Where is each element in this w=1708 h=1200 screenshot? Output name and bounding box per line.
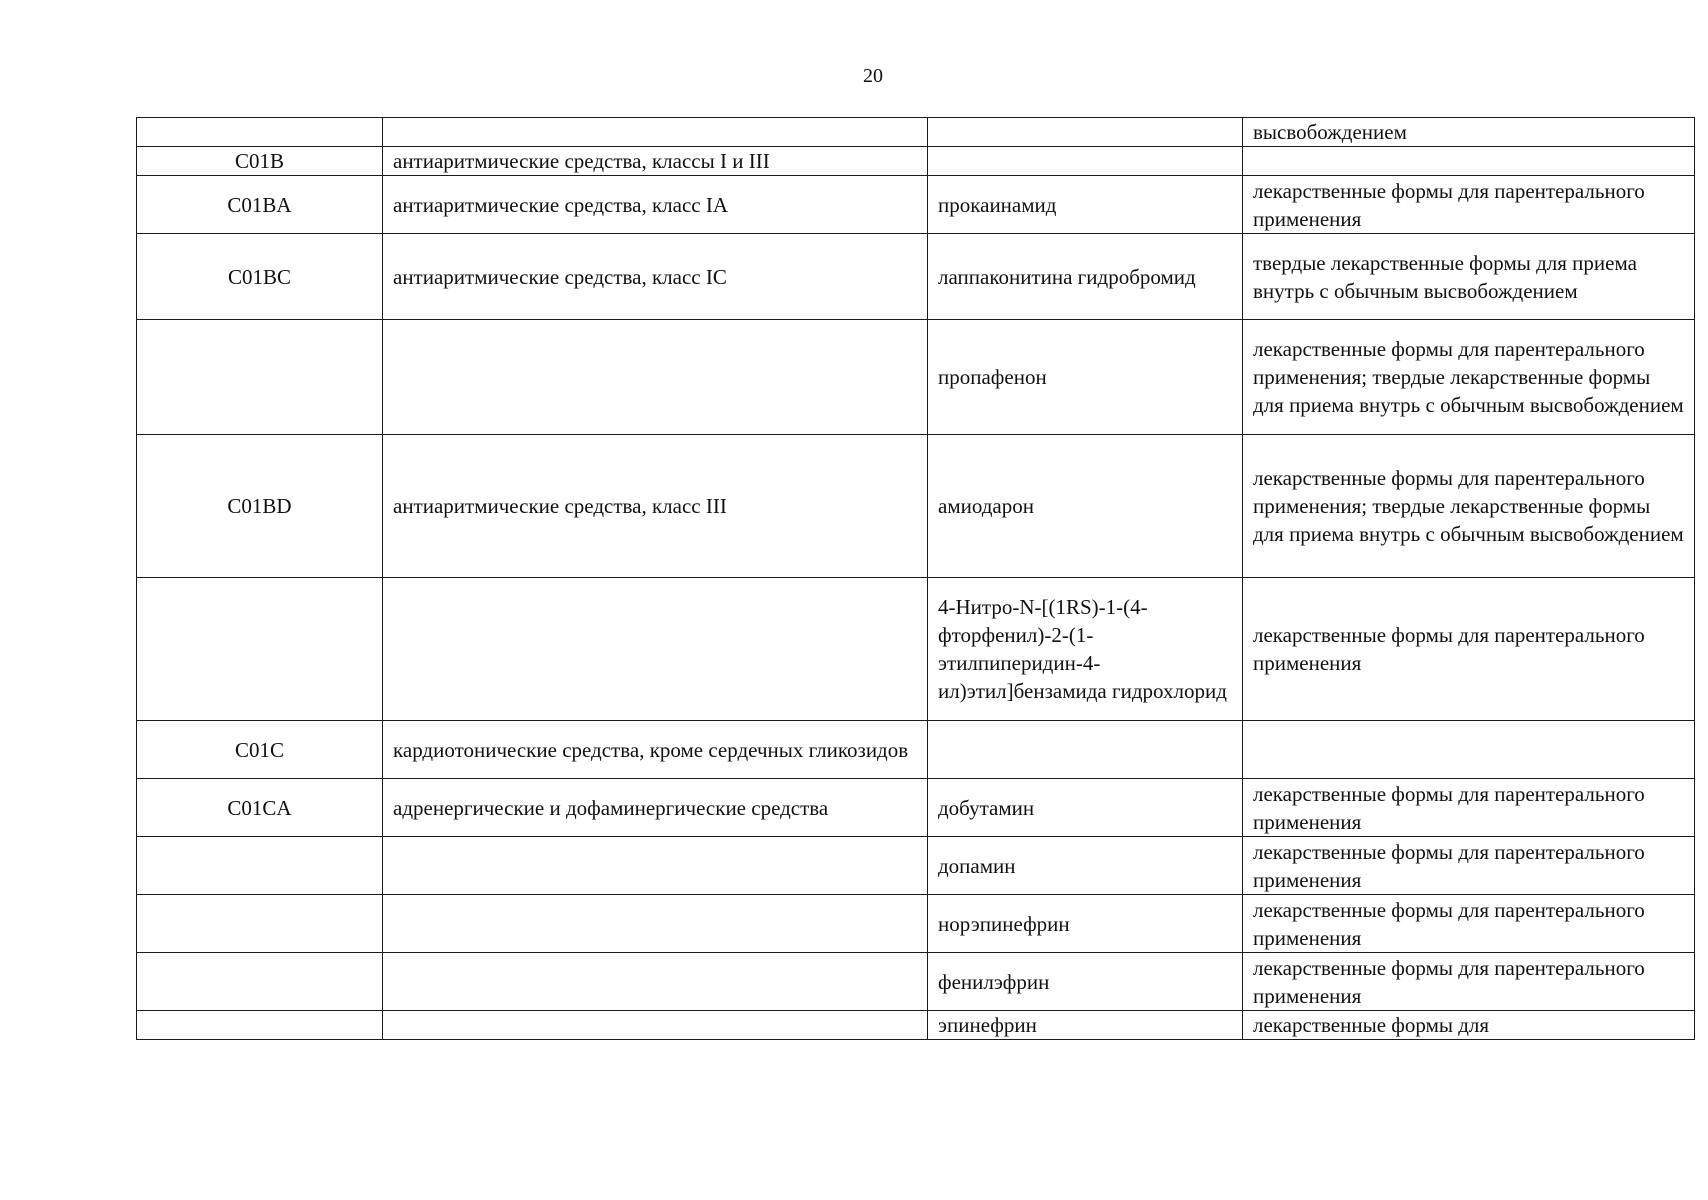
atc-code-cell [137, 320, 383, 435]
group-description-cell [383, 1011, 928, 1040]
dosage-form-cell: высвобождением [1243, 118, 1695, 147]
drug-name-cell: прокаинамид [928, 176, 1243, 234]
table-row [137, 895, 1695, 953]
table-row [137, 1011, 1695, 1040]
table-row [137, 435, 1695, 578]
group-description-cell: антиаритмические средства, класс III [383, 435, 928, 578]
atc-code-cell [137, 837, 383, 895]
drug-name-cell [928, 147, 1243, 176]
table-row [137, 118, 1695, 147]
atc-code-cell [137, 118, 383, 147]
table-row [137, 779, 1695, 837]
group-description-cell [383, 578, 928, 721]
group-description-cell [383, 118, 928, 147]
atc-code-cell [137, 1011, 383, 1040]
atc-code-cell [137, 578, 383, 721]
dosage-form-cell: твердые лекарственные формы для приема внутрь с обычным высвобождением [1243, 234, 1695, 320]
dosage-form-cell [1243, 721, 1695, 779]
drug-name-cell [928, 118, 1243, 147]
dosage-form-cell: лекарственные формы для парентерального применения [1243, 837, 1695, 895]
group-description-cell: антиаритмические средства, классы I и III [383, 147, 928, 176]
atc-code-cell: C01C [137, 721, 383, 779]
drug-name-cell: эпинефрин [928, 1011, 1243, 1040]
drug-name-cell: амиодарон [928, 435, 1243, 578]
atc-code-cell: C01BD [137, 435, 383, 578]
dosage-form-cell: лекарственные формы для парентерального применения [1243, 895, 1695, 953]
atc-code-cell: C01B [137, 147, 383, 176]
drug-name-cell: лаппаконитина гидробромид [928, 234, 1243, 320]
dosage-form-cell: лекарственные формы для парентерального применения [1243, 578, 1695, 721]
atc-code-cell [137, 953, 383, 1011]
table-row [137, 234, 1695, 320]
atc-code-cell [137, 895, 383, 953]
dosage-form-cell: лекарственные формы для парентерального применения; твердые лекарственные формы для приема внутрь с обычным высвобождением [1243, 435, 1695, 578]
table-row [137, 176, 1695, 234]
table-row [137, 953, 1695, 1011]
dosage-form-cell: лекарственные формы для [1243, 1011, 1695, 1040]
table-row [137, 837, 1695, 895]
atc-code-cell: C01BC [137, 234, 383, 320]
page-number: 20 [863, 65, 883, 87]
group-description-cell [383, 320, 928, 435]
group-description-cell [383, 953, 928, 1011]
group-description-cell: адренергические и дофаминергические средства [383, 779, 928, 837]
dosage-form-cell: лекарственные формы для парентерального применения [1243, 779, 1695, 837]
drug-name-cell: добутамин [928, 779, 1243, 837]
table-row [137, 147, 1695, 176]
group-description-cell [383, 837, 928, 895]
group-description-cell: кардиотонические средства, кроме сердечных гликозидов [383, 721, 928, 779]
dosage-form-cell: лекарственные формы для парентерального применения [1243, 176, 1695, 234]
dosage-form-cell: лекарственные формы для парентерального применения [1243, 953, 1695, 1011]
drug-name-cell [928, 721, 1243, 779]
group-description-cell: антиаритмические средства, класс IA [383, 176, 928, 234]
dosage-form-cell: лекарственные формы для парентерального применения; твердые лекарственные формы для приема внутрь с обычным высвобождением [1243, 320, 1695, 435]
drug-name-cell: допамин [928, 837, 1243, 895]
group-description-cell [383, 895, 928, 953]
drug-name-cell: пропафенон [928, 320, 1243, 435]
dosage-form-cell [1243, 147, 1695, 176]
table-row [137, 721, 1695, 779]
drug-name-cell: норэпинефрин [928, 895, 1243, 953]
table-row [137, 320, 1695, 435]
atc-code-cell: C01BA [137, 176, 383, 234]
drug-name-cell: фенилэфрин [928, 953, 1243, 1011]
drug-table [136, 117, 1695, 1040]
drug-name-cell: 4-Нитро-N-[(1RS)-1-(4-фторфенил)-2-(1-этилпиперидин-4-ил)этил]бензамида гидрохлорид [928, 578, 1243, 721]
group-description-cell: антиаритмические средства, класс IC [383, 234, 928, 320]
atc-code-cell: C01CA [137, 779, 383, 837]
table-row [137, 578, 1695, 721]
